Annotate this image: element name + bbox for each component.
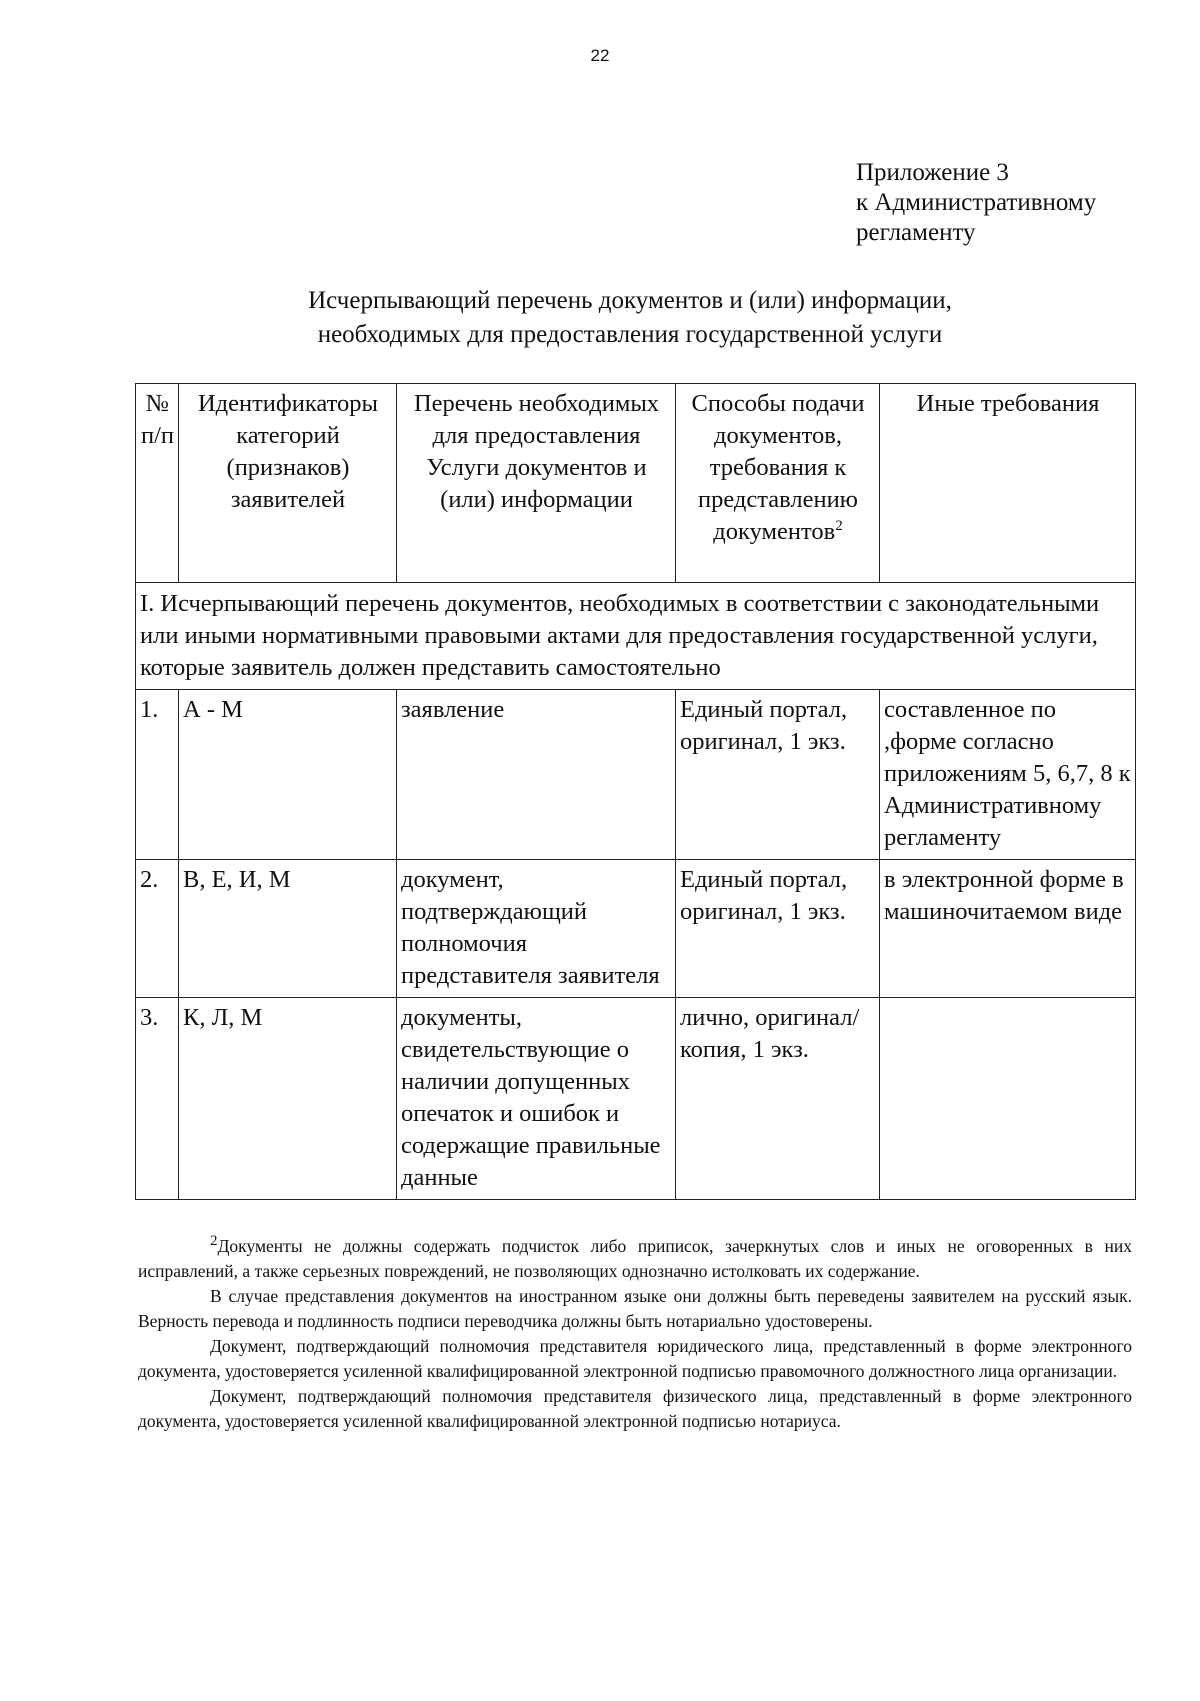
section-title: I. Исчерпывающий перечень документов, необходимых в соответствии с законодательными или иными нормативными правовыми актами для предоставления государственной услуги, которые заявитель должен представить самостоятельно (136, 583, 1136, 690)
footnote-paragraph-3: Документ, подтверждающий полномочия представителя юридического лица, представленный в форме электронного документа, удостоверяется усиленной квалифицированной электронной подписью правомочного должностного лица организации. (138, 1336, 1132, 1381)
header-documents: Перечень необходимых для предоставления Услуги документов и (или) информации (397, 384, 676, 583)
table-header-row (136, 384, 1136, 583)
header-methods-text: Способы подачи документов, требования к представлению документов (691, 390, 865, 545)
documents-table-wrapper (135, 383, 1135, 1200)
appendix-line-3: регламенту (856, 219, 976, 246)
table-row (136, 860, 1136, 998)
row-methods: Единый портал, оригинал, 1 экз. (676, 860, 880, 998)
row-other (880, 998, 1136, 1200)
footnotes (138, 1234, 1132, 1434)
footnote-paragraph-4: Документ, подтверждающий полномочия представителя физического лица, представленный в форме электронного документа, удостоверяется усиленной квалифицированной электронной подписью нотариуса. (138, 1386, 1132, 1431)
appendix-note (856, 158, 1096, 248)
page-number: 22 (590, 46, 610, 65)
footnote-mark: 2 (210, 1233, 218, 1250)
row-categories: К, Л, М (179, 998, 397, 1200)
table-row (136, 690, 1136, 860)
appendix-line-1: Приложение 3 (856, 159, 1009, 186)
row-number: 2. (136, 860, 179, 998)
footnote-paragraph-2: В случае представления документов на иностранном языке они должны быть переведены заявителем на русский язык. Верность перевода и подлинность подписи переводчика должны быть нотариально удостоверены. (138, 1286, 1132, 1331)
row-documents: заявление (397, 690, 676, 860)
header-categories: Идентификаторы категорий (признаков) заявителей (179, 384, 397, 583)
row-documents: документ, подтверждающий полномочия представителя заявителя (397, 860, 676, 998)
header-footnote-mark: 2 (835, 517, 843, 534)
row-other: в электронной форме в машиночитаемом виде (880, 860, 1136, 998)
row-number: 3. (136, 998, 179, 1200)
header-number: № п/п (136, 384, 179, 583)
document-title-line-2: необходимых для предоставления государственной услуги (317, 321, 943, 348)
appendix-line-2: к Административному (856, 189, 1097, 216)
table-row (136, 998, 1136, 1200)
table-section-row (136, 583, 1136, 690)
row-other: составленное по ,форме согласно приложениям 5, 6,7, 8 к Административному регламенту (880, 690, 1136, 860)
row-number: 1. (136, 690, 179, 860)
header-other: Иные требования (880, 384, 1136, 583)
document-title-line-1: Исчерпывающий перечень документов и (или) информации, (308, 287, 952, 314)
row-methods: Единый портал, оригинал, 1 экз. (676, 690, 880, 860)
documents-table (135, 383, 1136, 1200)
row-documents: документы, свидетельствующие о наличии допущенных опечаток и ошибок и содержащие правильные данные (397, 998, 676, 1200)
header-methods (676, 384, 880, 583)
document-title (0, 284, 1200, 352)
row-methods: лично, оригинал/копия, 1 экз. (676, 998, 880, 1200)
row-categories: А - М (179, 690, 397, 860)
footnote-text-1: Документы не должны содержать подчисток либо приписок, зачеркнутых слов и иных не оговоренных в них исправлений, а также серьезных повреждений, не позволяющих однозначно истолковать их содержание. (138, 1236, 1132, 1281)
row-categories: В, Е, И, М (179, 860, 397, 998)
footnote-paragraph-1 (138, 1234, 1132, 1284)
